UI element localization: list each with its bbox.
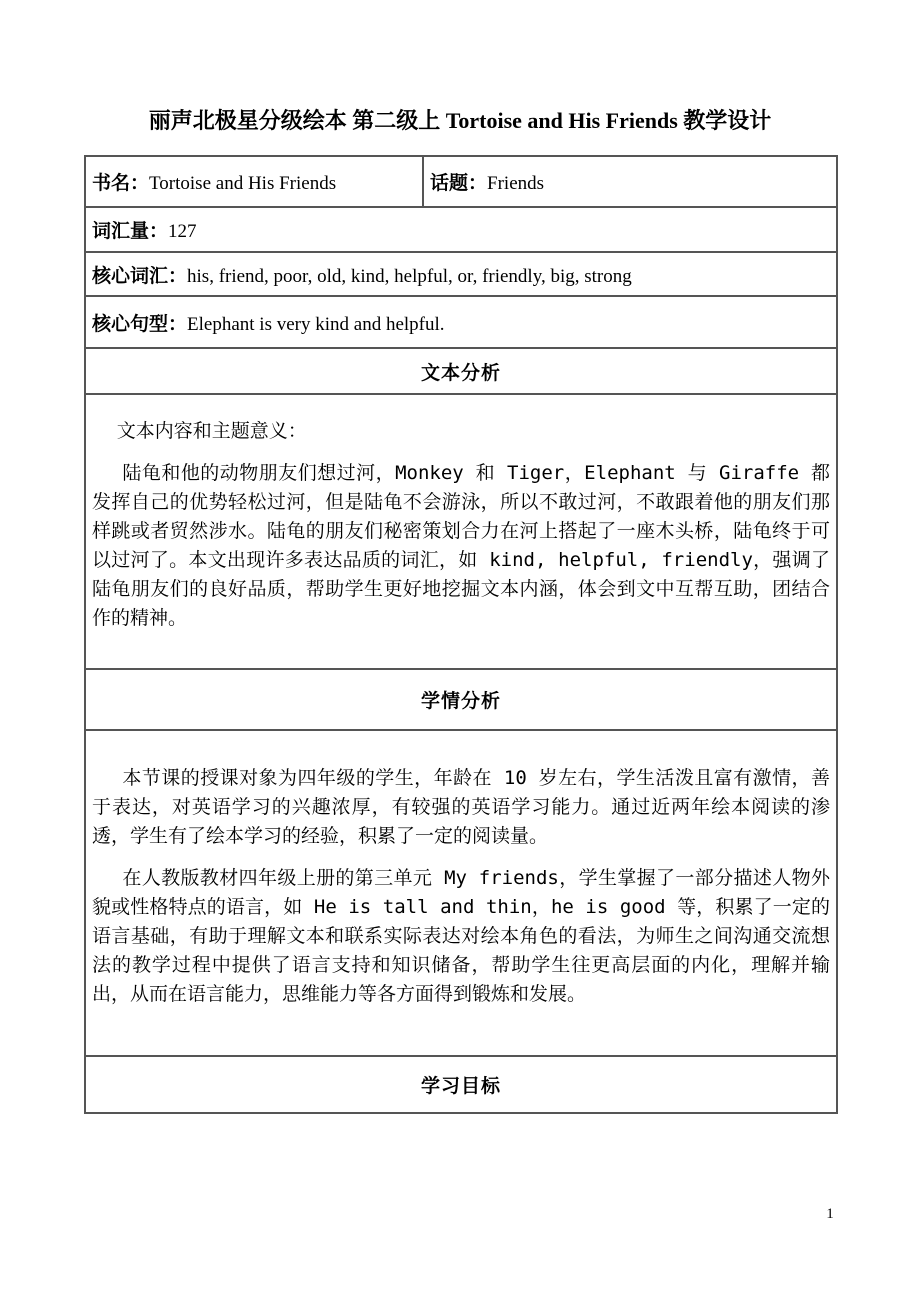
core-sentence-value: Elephant is very kind and helpful. — [187, 313, 445, 335]
topic-value: Friends — [487, 173, 545, 194]
learner-analysis-paragraph-2: 在人教版教材四年级上册的第三单元 My friends，学生掌握了一部分描述人物外貌或性格特点的语言，如 He is tall and thin，he is good 等，积累了一定的语言基础，有助于理解文本和联系实际表达对绘本角色的看法，为师生之间沟通交流想法的教学过程中提供了语言支持和知识储备，帮助学生往更高层面的内化，理解并输出，从而在语言能力，思维能力等各方面得到锻炼和发展。 — [92, 867, 830, 1005]
core-sentence-label: 核心句型： — [92, 313, 188, 335]
book-name-label: 书名： — [92, 173, 150, 194]
table-row-core-vocab — [85, 252, 837, 296]
vocab-count-cell — [85, 207, 837, 252]
core-vocab-value: his, friend, poor, old, kind, helpful, or, friendly, big, strong — [187, 265, 632, 287]
lesson-plan-table — [84, 155, 838, 1114]
page-number: 1 — [826, 1206, 834, 1222]
core-vocab-label: 核心词汇： — [92, 265, 188, 287]
topic-label: 话题： — [430, 173, 488, 194]
text-analysis-header: 文本分析 — [85, 348, 837, 394]
table-row-objectives-header — [85, 1056, 837, 1113]
core-sentence-cell — [85, 296, 837, 348]
vocab-count-label: 词汇量： — [92, 221, 169, 242]
objectives-header: 学习目标 — [85, 1056, 837, 1113]
table-row-text-analysis-content — [85, 394, 837, 669]
table-row-learner-analysis-header — [85, 669, 837, 730]
document-title: 丽声北极星分级绘本 第二级上 Tortoise and His Friends 教学设计 — [148, 108, 772, 133]
table-row-core-sentence — [85, 296, 837, 348]
core-vocab-cell — [85, 252, 837, 296]
learner-analysis-header: 学情分析 — [85, 669, 837, 730]
table-row-text-analysis-header — [85, 348, 837, 394]
text-analysis-paragraph: 陆龟和他的动物朋友们想过河，Monkey 和 Tiger，Elephant 与 Giraffe 都发挥自己的优势轻松过河，但是陆龟不会游泳，所以不敢过河，不敢跟着他的朋友们那样跳或者贸然涉水。陆龟的朋友们秘密策划合力在河上搭起了一座木头桥，陆龟终于可以过河了。本文出现许多表达品质的词汇，如 kind, helpful, friendly，强调了陆龟朋友们的良好品质，帮助学生更好地挖掘文本内涵，体会到文中互帮互助，团结合作的精神。 — [92, 462, 830, 629]
topic-cell — [423, 156, 837, 207]
book-name-cell — [85, 156, 423, 207]
table-row-book-topic — [85, 156, 837, 207]
text-analysis-content-cell — [85, 394, 837, 669]
learner-analysis-content-cell — [85, 730, 837, 1056]
learner-analysis-paragraph-1: 本节课的授课对象为四年级的学生，年龄在 10 岁左右，学生活泼且富有激情，善于表达，对英语学习的兴趣浓厚，有较强的英语学习能力。通过近两年绘本阅读的渗透，学生有了绘本学习的经验，积累了一定的阅读量。 — [92, 767, 830, 847]
table-row-vocab-count — [85, 207, 837, 252]
text-analysis-subtitle: 文本内容和主题意义： — [116, 420, 307, 442]
table-row-learner-analysis-content — [85, 730, 837, 1056]
vocab-count-value: 127 — [168, 221, 197, 242]
book-name-value: Tortoise and His Friends — [149, 173, 337, 194]
